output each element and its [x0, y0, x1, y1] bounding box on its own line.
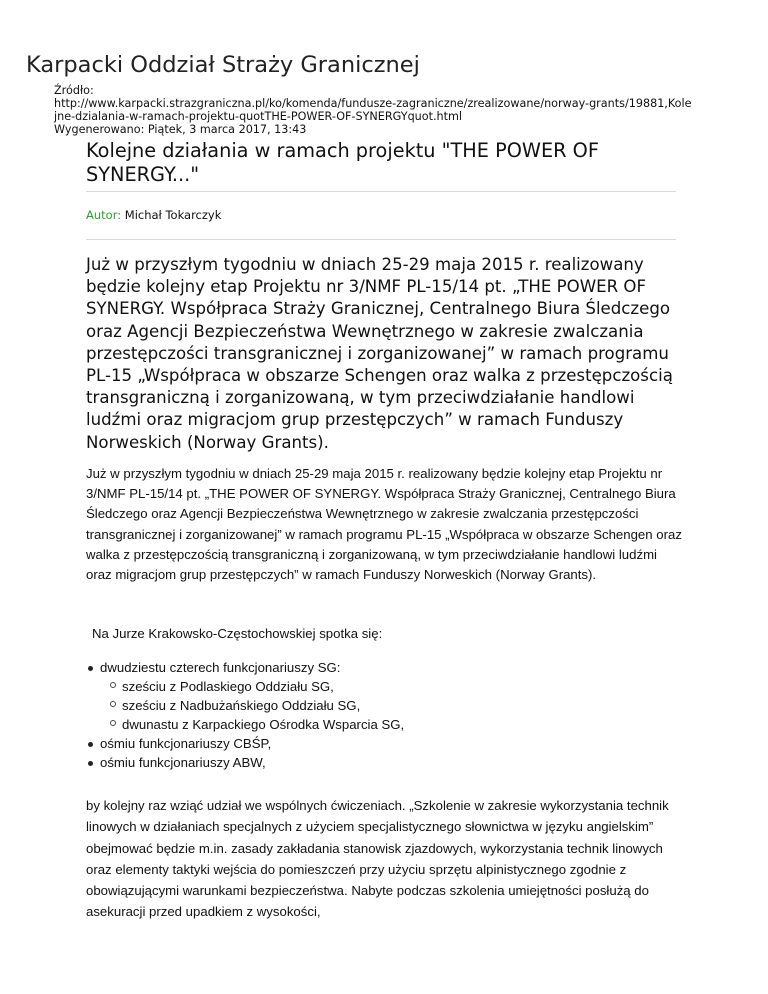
list-item: ośmiu funkcjonariuszy CBŚP,	[86, 735, 404, 754]
author-label: Autor:	[86, 208, 122, 222]
participants-list	[86, 659, 404, 772]
paragraph-1: Już w przyszłym tygodniu w dniach 25-29 maja 2015 r. realizowany będzie kolejny etap Projektu nr 3/NMF PL-15/14 pt. „THE POWER OF SYNERGY. Współpraca Straży Granicznej, Centralnego Biura Śledczego oraz Agencji Bezpieczeństwa Wewnętrznego w zakresie zwalczania przestępczości transgranicznej i zorganizowanej” w ramach programu PL-15 „Współpraca w obszarze Schengen oraz walka z przestępczością transgraniczną i zorganizowaną, w tym przeciwdziałanie handlowi ludźmi oraz migracjom grup przestępczych” w ramach Funduszy Norweskich (Norway Grants).	[86, 466, 682, 583]
source-url-line2[interactable]: jne-dzialania-w-ramach-projektu-quotTHE-POWER-OF-SYNERGYquot.html	[54, 110, 463, 123]
paragraph-3: by kolejny raz wziąć udział we wspólnych ćwiczeniach. „Szkolenie w zakresie wykorzystania technik linowych w działaniach specjalnych z użyciem specjalistycznego słownictwa w języku angielskim” obejmować będzie m.in. zasady zakładania stanowisk zjazdowych, wykorzystania technik linowych oraz elementy taktyki wejścia do pomieszczeń przy użyciu sprzętu alpinistycznego zgodnie z obowiązującymi warunkami bezpieczeństwa. Nabyte podczas szkolenia umiejętności posłużą do asekuracji przed upadkiem z wysokości,	[86, 798, 669, 920]
source-url-line1[interactable]: http://www.karpacki.strazgraniczna.pl/ko/komenda/fundusze-zagraniczne/zrealizowane/norway-grants/19881,Kole	[54, 97, 692, 110]
list-subitem	[86, 697, 404, 716]
list-subitem-text: dwunastu z Karpackiego Ośrodka Wsparcia SG,	[108, 717, 404, 732]
site-title: Karpacki Oddział Straży Granicznej	[26, 52, 420, 78]
list-subitem-text: sześciu z Podlaskiego Oddziału SG,	[108, 679, 334, 694]
paragraph-2: Na Jurze Krakowsko-Częstochowskiej spotka się:	[92, 626, 383, 641]
author-line	[86, 208, 221, 222]
list-item: ośmiu funkcjonariuszy ABW,	[86, 754, 404, 773]
list-subitem-text: sześciu z Nadbużańskiego Oddziału SG,	[108, 698, 360, 713]
source-label: Źródło:	[54, 84, 94, 97]
list-subitem	[86, 716, 404, 735]
divider-top	[86, 191, 676, 192]
list-item: dwudziestu czterech funkcjonariuszy SG:	[86, 659, 404, 678]
divider-bottom	[86, 239, 676, 240]
source-meta	[54, 84, 754, 136]
generated-date: Wygenerowano: Piątek, 3 marca 2017, 13:43	[54, 123, 307, 136]
article-title: Kolejne działania w ramach projektu "THE POWER OF SYNERGY..."	[86, 139, 599, 186]
list-subitem	[86, 678, 404, 697]
article-lead: Już w przyszłym tygodniu w dniach 25-29 maja 2015 r. realizowany będzie kolejny etap Projektu nr 3/NMF PL-15/14 pt. „THE POWER OF SYNERGY. Współpraca Straży Granicznej, Centralnego Biura Śledczego oraz Agencji Bezpieczeństwa Wewnętrznego w zakresie zwalczania przestępczości transgranicznej i zorganizowanej” w ramach programu PL-15 „Współpraca w obszarze Schengen oraz walka z przestępczością transgraniczną i zorganizowaną, w tym przeciwdziałanie handlowi ludźmi oraz migracjom grup przestępczych” w ramach Funduszy Norweskich (Norway Grants).	[86, 255, 673, 452]
author-name: Michał Tokarczyk	[124, 208, 222, 222]
